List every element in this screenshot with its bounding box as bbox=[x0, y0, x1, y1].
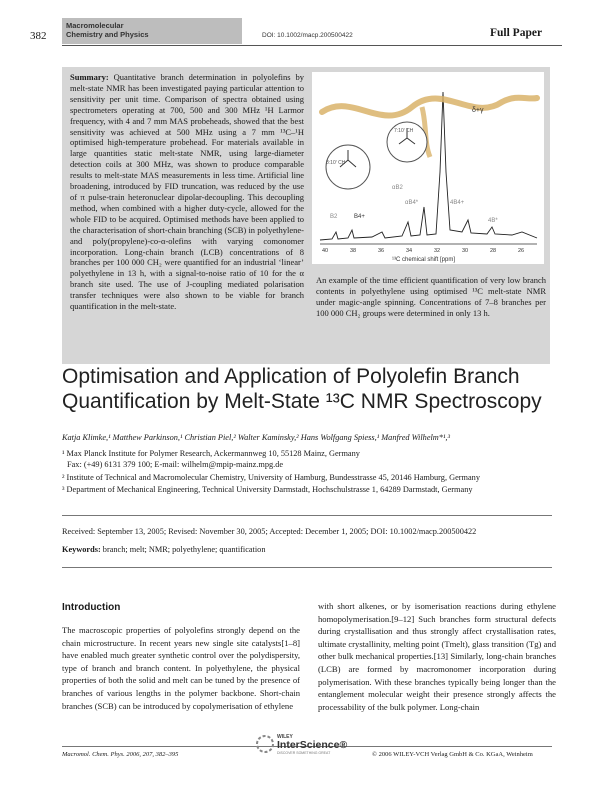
footer-citation: Macromol. Chem. Phys. 2006, 207, 382–395 bbox=[62, 751, 179, 758]
inset-label-1: 8:10ʹ CH bbox=[326, 160, 346, 166]
interscience-logo bbox=[255, 730, 375, 763]
intro-right-column: with short alkenes, or by isomerisation reactions during ethylene homopolymerisation.[9–12] Such branches form structural defects during crystallisation and thus strongly affect crystallisation rates, ultimate crystallinity, melting point (Tmelt), glass transition (Tg) and other bulk mechanical properties.[13] Similarly, long-chain branches (LCB) are formed by macromonomer incorporation during polymerisation. With these branches typically being longer than the entanglement molecular weight their presence strongly affects the processability of the bulk polymer. Long-chain bbox=[318, 601, 556, 712]
interscience-logo-svg bbox=[255, 730, 375, 758]
keywords-list: branch; melt; NMR; polyethylene; quantification bbox=[102, 545, 266, 554]
x-axis-label: ¹³C chemical shift [ppm] bbox=[392, 257, 456, 263]
keywords-label: Keywords: bbox=[62, 545, 101, 554]
footer-copyright: © 2006 WILEY-VCH Verlag GmbH & Co. KGaA, Weinheim bbox=[372, 751, 533, 758]
peak-label-ab4: αB4* bbox=[405, 200, 419, 206]
inset-label-2: 7:10ʹ CH bbox=[394, 128, 414, 134]
figure-caption: An example of the time efficient quantification of very low branch contents in polyethylene using optimised ¹³C melt-state NMR under magic-angle spinning. Concentrations of 7–8 branches per 100 000 CH₂ groups were determined in only 13 h. bbox=[316, 275, 546, 318]
header-divider bbox=[62, 45, 562, 46]
peak-label-delta-gamma: δ+γ bbox=[472, 107, 484, 114]
tick-26: 26 bbox=[518, 248, 525, 254]
article-title: Optimisation and Application of Polyolefin Branch Quantification by Melt-State ¹³C NMR Spectroscopy bbox=[62, 365, 542, 413]
affiliation-2: ² Institute of Technical and Macromolecular Chemistry, University of Hamburg, Bundesstrasse 45, 20146 Hamburg, Germany bbox=[62, 473, 480, 482]
affiliation-3: ³ Department of Mechanical Engineering, Technical University Darmstadt, Hochschulstrasse 1, 64289 Darmstadt, Germany bbox=[62, 485, 473, 494]
nmr-spectrum-figure bbox=[312, 72, 544, 264]
page-number: 382 bbox=[30, 30, 47, 42]
tick-28: 28 bbox=[490, 248, 497, 254]
journal-name-line2: Chemistry and Physics bbox=[66, 30, 149, 39]
logo-wiley: WILEY bbox=[277, 734, 293, 740]
affiliation-1: ¹ Max Planck Institute for Polymer Research, Ackermannweg 10, 55128 Mainz, Germany bbox=[62, 449, 360, 458]
intro-left-column: The macroscopic properties of polyolefins strongly depend on the chain microstructure. In recent years new single site catalysts[1–8] have enabled much greater synthetic control over the polydispersity, type of branch and branch content. In polyethylene, the physical properties of both the solid and melt can be tuned by the presence of branches of various lengths in the polymer backbone. Short-chain branches (SCB) can be introduced by copolymerisation of ethylene bbox=[62, 625, 300, 711]
affiliation-contact: Fax: (+49) 6131 379 100; E-mail: wilhelm@mpip-mainz.mpg.de bbox=[67, 460, 284, 469]
summary-body: Quantitative branch determination in polyolefins by melt-state NMR has been investigated paying particular attention to sensitivity per unit time. Comparison of spectra obtained using spectrometers operating at 700, 500 and 300 MHz ¹H Larmor frequency, with 4 and 7 mm MAS probeheads, showed that the best sensitivity was achieved at 500 MHz using a 7 mm ¹³C–¹H optimised high-temperature probehead. For materials available in large quantities static melt-state NMR, using large-diameter detection coils at 300 MHz, was shown to produce comparable results to melt-state MAS measurements in less time. Artificial line broadening, introduced by FID truncation, was reduced by the use of π pulse-train heteronuclear dipolar-decoupling. This decoupling method, when combined with a higher duty-cycle, allowed for the whole FID to be acquired. Optimised methods have been applied to the characterisation of short-chain branching (SCB) in polyethylene- and poly(propylene)-co-α-olefins with varying comonomer incorporation. Long-chain branch (LCB) concentrations of 8 branches per 100 000 CH₂ were quantified for an industrial ‘linear’ polyethylene in 13 h, with a signal-to-noise ratio of 10 for the α branch site used. The use of J-coupling mediated polarisation transfer techniques were also shown to be viable for branch quantification in the melt-state. bbox=[70, 72, 304, 312]
received-dates: Received: September 13, 2005; Revised: November 30, 2005; Accepted: December 1, 2005; DOI: 10.1002/macp.200500422 bbox=[62, 527, 477, 536]
header-doi: DOI: 10.1002/macp.200500422 bbox=[262, 32, 353, 39]
logo-tagline: DISCOVER SOMETHING GREAT bbox=[277, 751, 331, 755]
logo-globe-icon bbox=[257, 736, 273, 752]
polymer-chain bbox=[322, 98, 537, 116]
journal-name bbox=[66, 21, 149, 39]
tick-36: 36 bbox=[378, 248, 385, 254]
peak-label-b2: B2 bbox=[330, 214, 338, 220]
summary-label: Summary: bbox=[70, 72, 109, 82]
tick-34: 34 bbox=[406, 248, 413, 254]
section-heading-introduction: Introduction bbox=[62, 602, 121, 613]
summary-text bbox=[70, 72, 304, 312]
author-list: Katja Klimke,¹ Matthew Parkinson,¹ Christian Piel,² Walter Kaminsky,² Hans Wolfgang Spiess,¹ Manfred Wilhelm*¹,³ bbox=[62, 433, 450, 442]
article-type: Full Paper bbox=[490, 27, 543, 39]
spectrum-svg bbox=[312, 72, 544, 264]
tick-38: 38 bbox=[350, 248, 357, 254]
divider-top bbox=[62, 515, 552, 516]
logo-interscience: InterScience® bbox=[277, 739, 348, 751]
keywords-line bbox=[62, 545, 265, 554]
peak-label-ab2: αB2 bbox=[392, 185, 403, 191]
journal-name-line1: Macromolecular bbox=[66, 21, 124, 30]
tick-40: 40 bbox=[322, 248, 329, 254]
divider-bottom bbox=[62, 567, 552, 568]
peak-label-b4plus: B4+ bbox=[354, 214, 365, 220]
peak-label-4b4plus: 4B4+ bbox=[450, 200, 465, 206]
tick-32: 32 bbox=[434, 248, 441, 254]
tick-30: 30 bbox=[462, 248, 469, 254]
peak-label-4b: 4B* bbox=[488, 218, 498, 224]
